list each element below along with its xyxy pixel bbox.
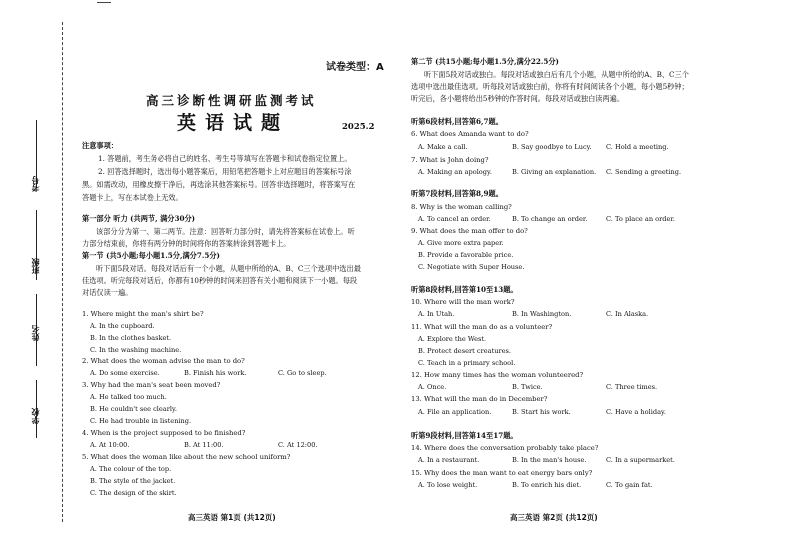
- section2-intro-line2: 选项中选出最佳选项。听每段对话或独白前，你将有时间阅读各个小题，每小题5秒钟；: [411, 82, 689, 91]
- q12-option-c: C. Three times.: [606, 383, 658, 391]
- question-8: 8. Why is the woman calling?: [411, 203, 512, 211]
- q1-option-b: B. In the clothes basket.: [90, 334, 172, 342]
- q7-option-a: A. Making an apology.: [418, 168, 492, 176]
- top-mark: [97, 2, 111, 3]
- banji-label: 班级: [30, 258, 40, 274]
- question-6: 6. What does Amanda want to do?: [411, 130, 529, 138]
- q14-option-a: A. In a restaurant.: [418, 456, 480, 464]
- q3-option-b: B. He couldn't see clearly.: [90, 405, 177, 413]
- q9-option-c: C. Negotiate with Super House.: [418, 263, 525, 271]
- exam-date: 2025.2: [342, 122, 375, 132]
- exam-title: 英语试题: [177, 112, 290, 134]
- q14-option-b: B. In the man's house.: [512, 456, 587, 464]
- q15-option-c: C. To gain fat.: [606, 481, 653, 489]
- exam-subtitle: 高三诊断性调研监测考试: [146, 93, 317, 108]
- q2-option-c: C. Go to sleep.: [278, 369, 327, 377]
- q9-option-b: B. Provide a favorable price.: [418, 251, 514, 259]
- material-9-heading: 听第9段材料,回答第14至17题。: [411, 431, 518, 440]
- section1-heading: 第一节 (共5小题;每小题1.5分,满分7.5分): [82, 251, 220, 260]
- q8-option-b: B. To change an order.: [512, 215, 588, 223]
- question-5: 5. What does the woman like about the new school uniform?: [82, 453, 291, 461]
- question-4: 4. When is the project supposed to be finished?: [82, 429, 246, 437]
- q1-option-a: A. In the cupboard.: [90, 322, 155, 330]
- section1-intro-line2: 佳选项。听完每段对话后，你都有10秒钟的时间来回答有关小题和阅读下一小题。每段: [82, 276, 358, 285]
- q5-option-a: A. The colour of the top.: [90, 465, 172, 473]
- q4-option-a: A. At 10:00.: [90, 441, 130, 449]
- q15-option-b: B. To enrich his diet.: [512, 481, 582, 489]
- q7-option-b: B. Giving an explanation.: [512, 168, 597, 176]
- q8-option-a: A. To cancel an order.: [418, 215, 491, 223]
- q13-option-a: A. File an application.: [418, 408, 492, 416]
- part1-intro-line2: 力部分结束前，你将有两分钟的时间将你的答案转涂到答题卡上。: [82, 239, 291, 248]
- question-12: 12. How many times has the woman volunteered?: [411, 371, 584, 379]
- q14-option-c: C. In a supermarket.: [606, 456, 675, 464]
- q10-option-b: B. In Washington.: [512, 310, 572, 318]
- question-9: 9. What does the man offer to do?: [411, 227, 528, 235]
- notice-item1: 1. 答题前，考生务必将自己的姓名、考生号等填写在答题卡和试卷指定位置上。: [98, 154, 352, 163]
- question-14: 14. Where does the conversation probably take place?: [411, 444, 599, 452]
- q1-option-c: C. In the washing machine.: [90, 346, 182, 354]
- question-3: 3. Why had the man's seat been moved?: [82, 381, 221, 389]
- q11-option-b: B. Protect desert creatures.: [418, 347, 512, 355]
- xuexiao-label: 学校: [30, 408, 40, 424]
- q8-option-c: C. To place an order.: [606, 215, 675, 223]
- footer-right: 高三英语 第2页 (共12页): [510, 513, 598, 522]
- question-15: 15. Why does the man want to eat energy bars only?: [411, 469, 593, 477]
- section2-heading: 第二节 (共15小题;每小题1.5分,满分22.5分): [411, 57, 559, 66]
- q4-option-c: C. At 12:00.: [278, 441, 318, 449]
- part1-intro-line1: 该部分分为第一、第二两节。注意：回答听力部分时，请先将答案标在试卷上。听: [96, 227, 355, 236]
- q10-option-a: A. In Utah.: [418, 310, 455, 318]
- notice-item2-line2: 黑。如需改动，用橡皮擦干净后，再选涂其他答案标号。回答非选择题时，将答案写在: [82, 180, 356, 189]
- question-11: 11. What will the man do as a volunteer?: [411, 323, 553, 331]
- material-8-heading: 听第8段材料,回答第10至13题。: [411, 285, 518, 294]
- material-6-heading: 听第6段材料,回答第6,7题。: [411, 117, 503, 126]
- q12-option-a: A. Once.: [418, 383, 447, 391]
- q6-option-b: B. Say goodbye to Lucy.: [512, 143, 592, 151]
- q7-option-c: C. Sending a greeting.: [606, 168, 682, 176]
- q10-option-c: C. In Alaska.: [606, 310, 649, 318]
- q13-option-c: C. Have a holiday.: [606, 408, 666, 416]
- question-2: 2. What does the woman advise the man to do?: [82, 357, 245, 365]
- q12-option-b: B. Twice.: [512, 383, 543, 391]
- part1-heading: 第一部分 听力 (共两节, 满分30分): [82, 214, 196, 223]
- q3-option-a: A. He talked too much.: [90, 393, 167, 401]
- kaohao-label: 考号: [30, 176, 40, 192]
- notice-item2-line3: 答题卡上，写在本试卷上无效。: [82, 193, 183, 202]
- xingming-label: 姓名: [30, 325, 40, 341]
- footer-left: 高三英语 第1页 (共12页): [188, 513, 276, 522]
- section2-intro-line1: 听下面5段对话或独白。每段对话或独白后有几个小题，从题中所给的A、B、C三个: [424, 70, 689, 79]
- q15-option-a: A. To lose weight.: [418, 481, 478, 489]
- q11-option-a: A. Explore the West.: [418, 335, 487, 343]
- question-10: 10. Where will the man work?: [411, 298, 515, 306]
- paper-type: 试卷类型：A: [326, 62, 384, 73]
- q2-option-a: A. Do some exercise.: [90, 369, 160, 377]
- q3-option-c: C. He had trouble in listening.: [90, 417, 192, 425]
- notice-item2-line1: 2. 回答选择题时，选出每小题答案后，用铅笔把答题卡上对应题目的答案标号涂: [98, 167, 352, 176]
- q5-option-c: C. The design of the skirt.: [90, 489, 177, 497]
- q11-option-c: C. Teach in a primary school.: [418, 359, 516, 367]
- q5-option-b: B. The style of the jacket.: [90, 477, 176, 485]
- section2-intro-line3: 听完后，各小题将给出5秒钟的作答时间。每段对话或独白读两遍。: [411, 94, 625, 103]
- q9-option-a: A. Give more extra paper.: [418, 239, 504, 247]
- section1-intro-line1: 听下面5段对话。每段对话后有一个小题，从题中所给的A、B、C三个选项中选出最: [96, 264, 361, 273]
- question-1: 1. Where might the man's shirt be?: [82, 310, 204, 318]
- q6-option-c: C. Hold a meeting.: [606, 143, 669, 151]
- q4-option-b: B. At 11:00.: [184, 441, 224, 449]
- notice-heading: 注意事项：: [82, 141, 118, 150]
- material-7-heading: 听第7段材料,回答第8,9题。: [411, 189, 503, 198]
- question-7: 7. What is John doing?: [411, 156, 489, 164]
- binding-line: [62, 22, 64, 522]
- question-13: 13. What will the man do in December?: [411, 395, 548, 403]
- q13-option-b: B. Start his work.: [512, 408, 571, 416]
- q6-option-a: A. Make a call.: [418, 143, 468, 151]
- q2-option-b: B. Finish his work.: [184, 369, 247, 377]
- section1-intro-line3: 对话仅读一遍。: [82, 288, 133, 297]
